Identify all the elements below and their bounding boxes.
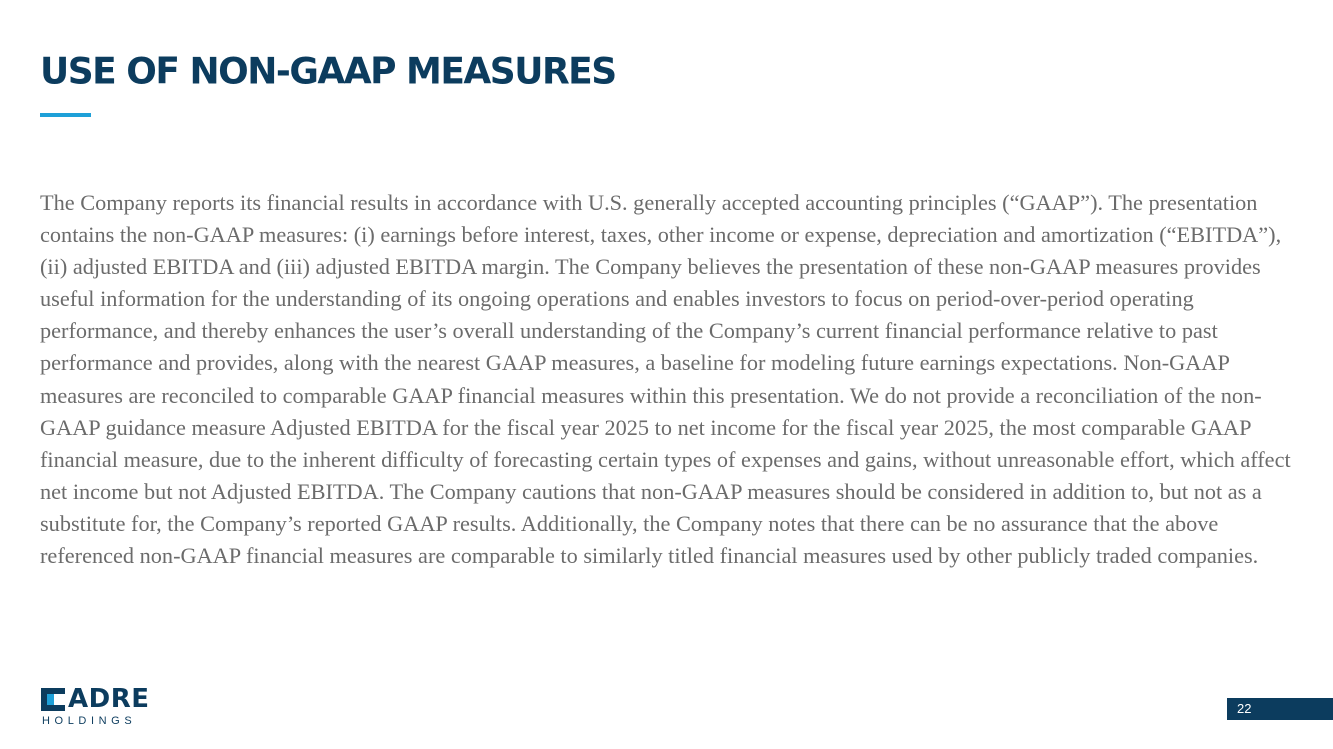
page-number: 22 <box>1237 701 1252 716</box>
logo-wordmark <box>41 684 150 715</box>
body-paragraph: The Company reports its financial results in accordance with U.S. generally accepted accounting principles (“GAAP”). The presentation contains the non-GAAP measures: (i) earnings before interest, taxes, other income or expense, depreciation and amortization (“EBITDA”), (ii) adjusted EBITDA and (iii) adjusted EBITDA margin. The Company believes the presentation of these non-GAAP measures provides useful information for the understanding of its ongoing operations and enables investors to focus on period-over-period operating performance, and thereby enhances the user’s overall understanding of the Company’s current financial performance relative to past performance and provides, along with the nearest GAAP measures, a baseline for modeling future earnings expectations. Non-GAAP measures are reconciled to comparable GAAP financial measures within this presentation. We do not provide a reconciliation of the non-GAAP guidance measure Adjusted EBITDA for the fiscal year 2025 to net income for the fiscal year 2025, the most comparable GAAP financial measure, due to the inherent difficulty of forecasting certain types of expenses and gains, without unreasonable effort, which affect net income but not Adjusted EBITDA. The Company cautions that non-GAAP measures should be considered in addition to, but not as a substitute for, the Company’s reported GAAP results. Additionally, the Company notes that there can be no assurance that the above referenced non-GAAP financial measures are comparable to similarly titled financial measures used by other publicly traded companies. <box>40 190 1291 569</box>
page-number-badge <box>1227 698 1333 720</box>
title-accent-bar <box>40 113 91 117</box>
logo-bracket-icon <box>41 688 65 711</box>
logo-subtitle: HOLDINGS <box>42 715 137 727</box>
company-logo <box>41 684 151 730</box>
logo-name: ADRE <box>68 684 150 714</box>
slide-title: USE OF NON-GAAP MEASURES <box>40 51 616 93</box>
